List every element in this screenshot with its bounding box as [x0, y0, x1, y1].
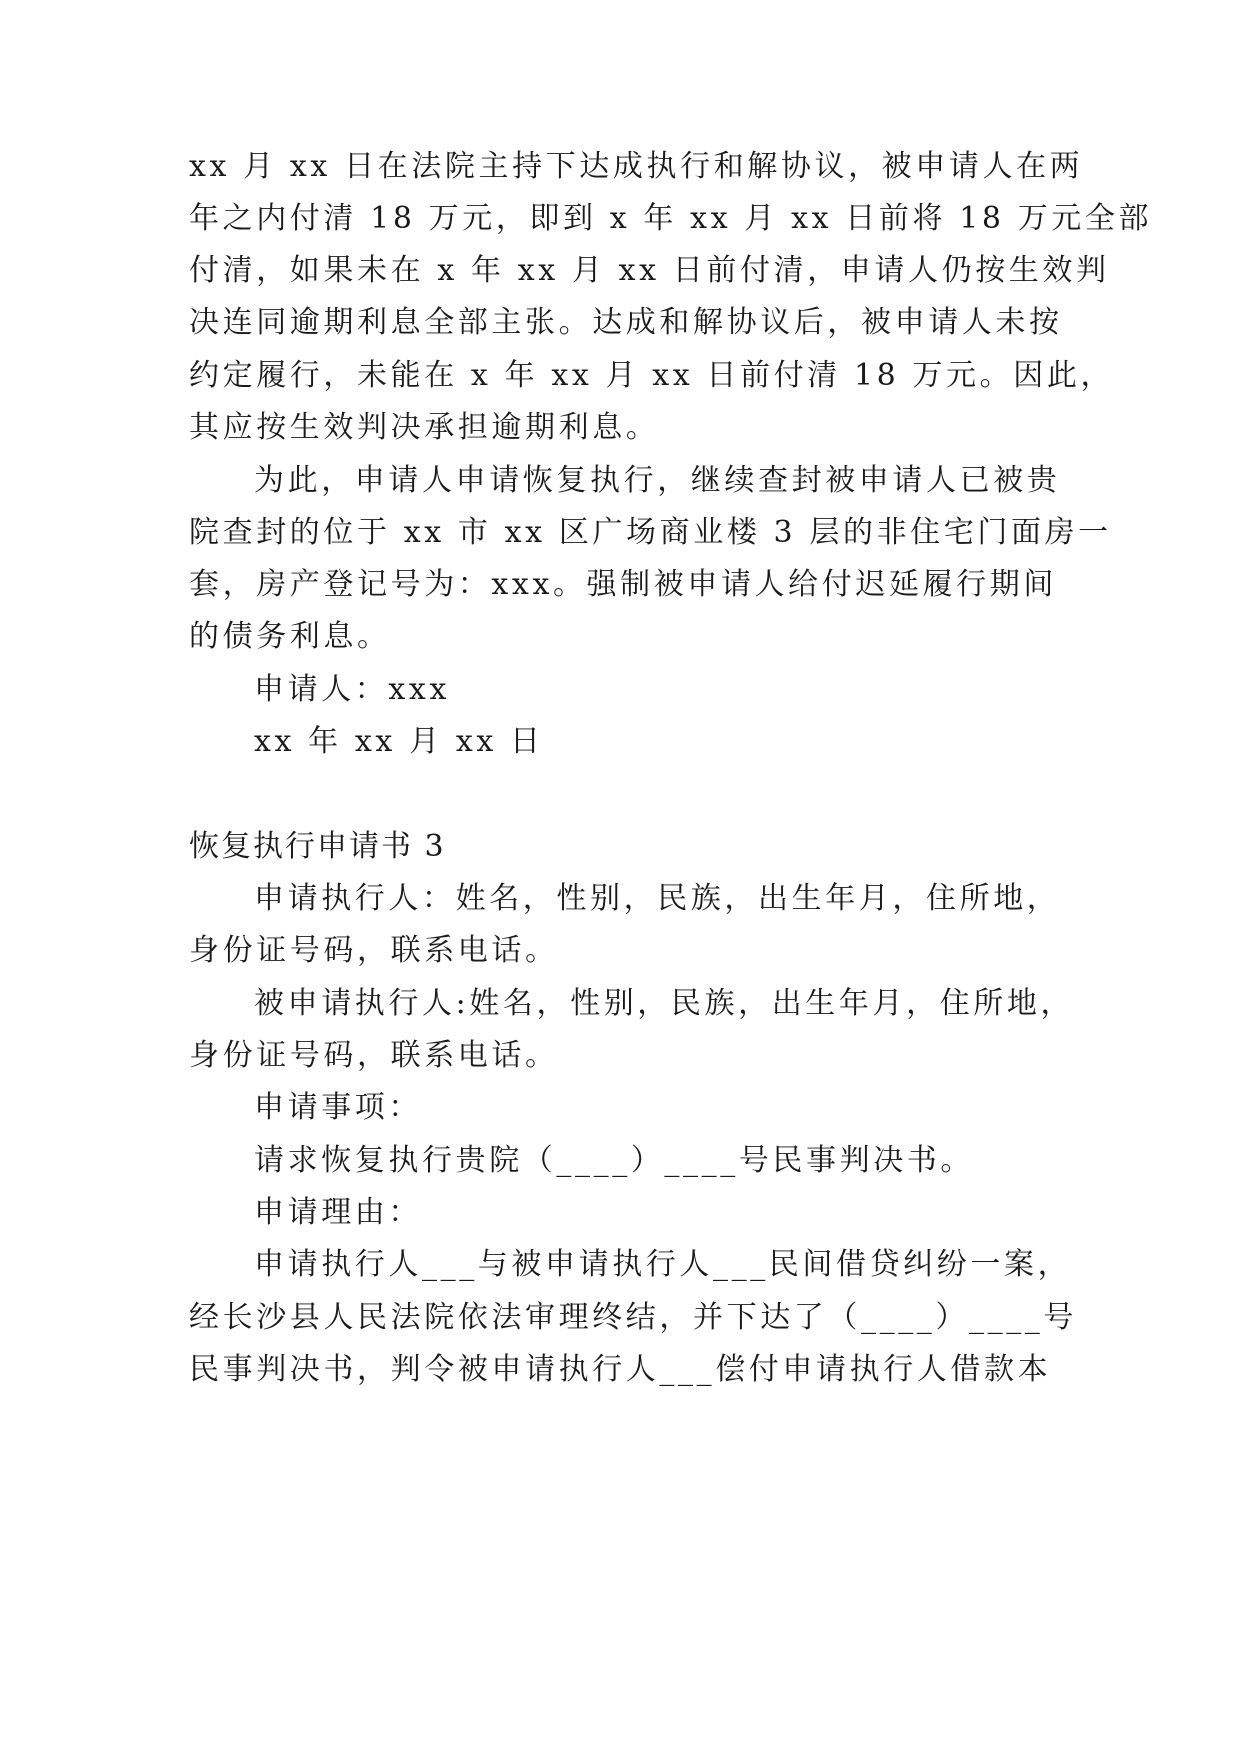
- paragraph-line: 决连同逾期利息全部主张。达成和解协议后，被申请人未按: [189, 305, 1063, 340]
- respondent-info-line: 身份证号码，联系电话。: [189, 1038, 559, 1073]
- paragraph-line: 院查封的位于 xx 市 xx 区广场商业楼 3 层的非住宅门面房一: [189, 515, 1112, 550]
- paragraph-line: 的债务利息。: [189, 619, 391, 654]
- matters-text: 请求恢复执行贵院（____）____号民事判决书。: [254, 1143, 974, 1178]
- reason-label: 申请理由：: [254, 1195, 422, 1230]
- respondent-info-line: 被申请执行人:姓名，性别，民族，出生年月，住所地，: [254, 986, 1075, 1021]
- reason-line: 经长沙县人民法院依法审理终结，并下达了（____）____号: [189, 1300, 1077, 1335]
- paragraph-line: 年之内付清 18 万元，即到 x 年 xx 月 xx 日前将 18 万元全部: [189, 201, 1153, 236]
- applicant-info-line: 身份证号码，联系电话。: [189, 933, 559, 968]
- matters-label: 申请事项：: [254, 1090, 422, 1125]
- reason-line: 申请执行人___与被申请执行人___民间借贷纠纷一案，: [254, 1247, 1072, 1282]
- paragraph-line: 套，房产登记号为：xxx。强制被申请人给付迟延履行期间: [189, 567, 1057, 602]
- applicant-signature: 申请人：xxx: [254, 672, 450, 707]
- signature-date: xx 年 xx 月 xx 日: [254, 724, 544, 759]
- paragraph-line: xx 月 xx 日在法院主持下达成执行和解协议，被申请人在两: [189, 149, 1084, 184]
- section-title: 恢复执行申请书 3: [189, 829, 446, 864]
- paragraph-line: 其应按生效判决承担逾期利息。: [189, 410, 660, 445]
- paragraph-line: 付清，如果未在 x 年 xx 月 xx 日前付清，申请人仍按生效判: [189, 253, 1110, 288]
- paragraph-line: 约定履行，未能在 x 年 xx 月 xx 日前付清 18 万元。因此，: [189, 358, 1115, 393]
- paragraph-line: 为此，申请人申请恢复执行，继续查封被申请人已被贵: [254, 463, 1061, 498]
- reason-line: 民事判决书，判令被申请执行人___偿付申请执行人借款本: [189, 1352, 1052, 1387]
- applicant-info-line: 申请执行人：姓名，性别，民族，出生年月，住所地，: [254, 881, 1061, 916]
